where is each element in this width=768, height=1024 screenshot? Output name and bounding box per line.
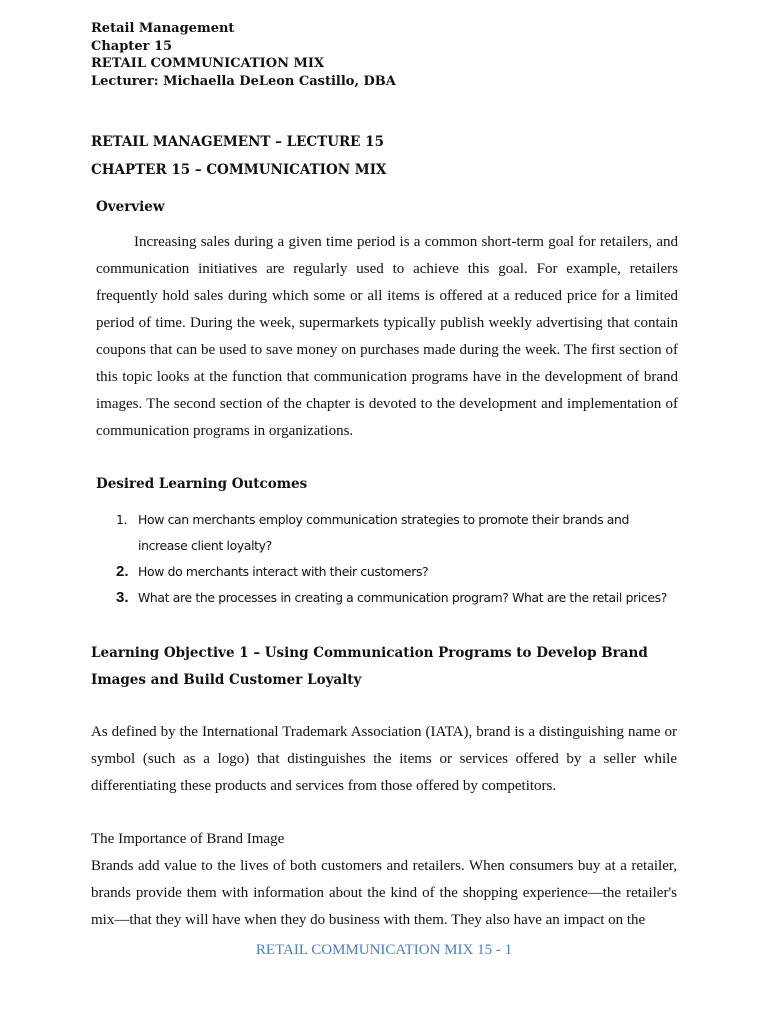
overview-paragraph: Increasing sales during a given time period is a common short-term goal for retailers, and communication initiatives are regularly used to achieve this goal. For example, retailers frequently hold sales during which some or all items is offered at a reduced price for a limited period of time. During the week, supermarkets typically publish weekly advertising that contain coupons that can be used to save money on purchases made during the week. The first section of this topic looks at the function that communication programs have in the development of brand images. The second section of the chapter is devoted to the development and implementation of communication programs in organizations. — [96, 234, 678, 439]
list-text: How can merchants employ communication strategies to promote their brands and increase client loyalty? — [138, 512, 630, 553]
list-number: 3. — [116, 589, 129, 606]
list-item — [96, 559, 678, 585]
chapter-title: CHAPTER 15 – COMMUNICATION MIX — [91, 162, 387, 178]
list-text: How do merchants interact with their customers? — [138, 564, 429, 579]
list-text: What are the processes in creating a communication program? What are the retail prices? — [138, 590, 667, 605]
brand-image-subheading: The Importance of Brand Image — [91, 831, 285, 847]
list-item — [96, 585, 678, 611]
brand-image-paragraph: Brands add value to the lives of both customers and retailers. When consumers buy at a retailer, brands provide them with information about the kind of the shopping experience—the retailer's mix—that they will have when they do business with them. They also have an impact on the — [91, 858, 677, 928]
outcomes-list — [96, 507, 678, 611]
list-item — [96, 507, 678, 559]
objective-heading: Learning Objective 1 – Using Communication Programs to Develop Brand Images and Build Customer Loyalty — [91, 645, 648, 688]
brand-definition-paragraph: As defined by the International Trademark Association (IATA), brand is a distinguishing name or symbol (such as a logo) that distinguishes the items or services offered by a seller while differentiating these products and services from those offered by competitors. — [91, 724, 677, 794]
list-number: 2. — [116, 563, 129, 580]
lecturer-name: Lecturer: Michaella DeLeon Castillo, DBA — [91, 73, 396, 89]
course-name: Retail Management — [91, 21, 235, 36]
lecture-title: RETAIL MANAGEMENT – LECTURE 15 — [91, 134, 384, 150]
document-header — [91, 20, 396, 90]
overview-heading: Overview — [96, 199, 165, 215]
page-footer: RETAIL COMMUNICATION MIX 15 - 1 — [255, 942, 513, 958]
chapter-number: Chapter 15 — [91, 38, 173, 54]
chapter-topic: RETAIL COMMUNICATION MIX — [91, 56, 325, 71]
outcomes-heading: Desired Learning Outcomes — [96, 476, 308, 492]
list-number: 1. — [116, 512, 128, 527]
